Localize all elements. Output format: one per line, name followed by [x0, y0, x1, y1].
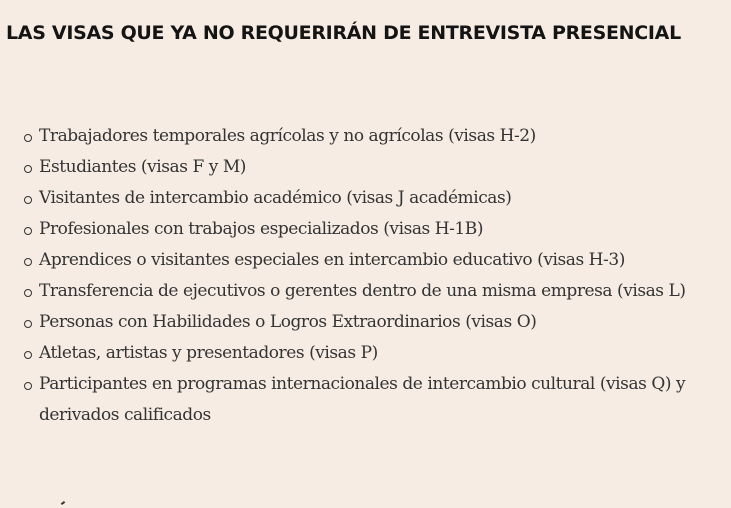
circle-bullet-icon: [24, 227, 32, 235]
list-item: [24, 245, 724, 276]
cropped-glyph: [61, 501, 65, 505]
article-heading: LAS VISAS QUE YA NO REQUERIRÁN DE ENTREVISTA PRESENCIAL: [6, 22, 681, 44]
circle-bullet-icon: [24, 134, 32, 142]
list-item-text: Trabajadores temporales agrícolas y no agrícolas (visas H-2): [39, 126, 536, 146]
list-item-text: Transferencia de ejecutivos o gerentes dentro de una misma empresa (visas L): [39, 281, 686, 301]
circle-bullet-icon: [24, 258, 32, 266]
list-item-text: Profesionales con trabajos especializados (visas H-1B): [39, 219, 484, 239]
list-item-text: Participantes en programas internacionales de intercambio cultural (visas Q) y derivados calificados: [39, 374, 686, 425]
list-item-text: Atletas, artistas y presentadores (visas P): [39, 343, 378, 363]
circle-bullet-icon: [24, 351, 32, 359]
list-item-text: Personas con Habilidades o Logros Extraordinarios (visas O): [39, 312, 537, 332]
list-item: [24, 121, 724, 152]
cropped-text-fragment: [58, 498, 68, 508]
circle-bullet-icon: [24, 165, 32, 173]
circle-bullet-icon: [24, 320, 32, 328]
circle-bullet-icon: [24, 289, 32, 297]
list-item-text: Aprendices o visitantes especiales en intercambio educativo (visas H-3): [39, 250, 625, 270]
list-item: [24, 152, 724, 183]
visa-type-list: [24, 121, 724, 431]
list-item: [24, 338, 724, 369]
list-item: [24, 183, 724, 214]
list-item: [24, 369, 724, 431]
list-item-text: Visitantes de intercambio académico (visas J académicas): [39, 188, 512, 208]
list-item: [24, 307, 724, 338]
circle-bullet-icon: [24, 196, 32, 204]
circle-bullet-icon: [24, 382, 32, 390]
list-item: [24, 276, 724, 307]
list-item: [24, 214, 724, 245]
list-item-text: Estudiantes (visas F y M): [39, 157, 246, 177]
